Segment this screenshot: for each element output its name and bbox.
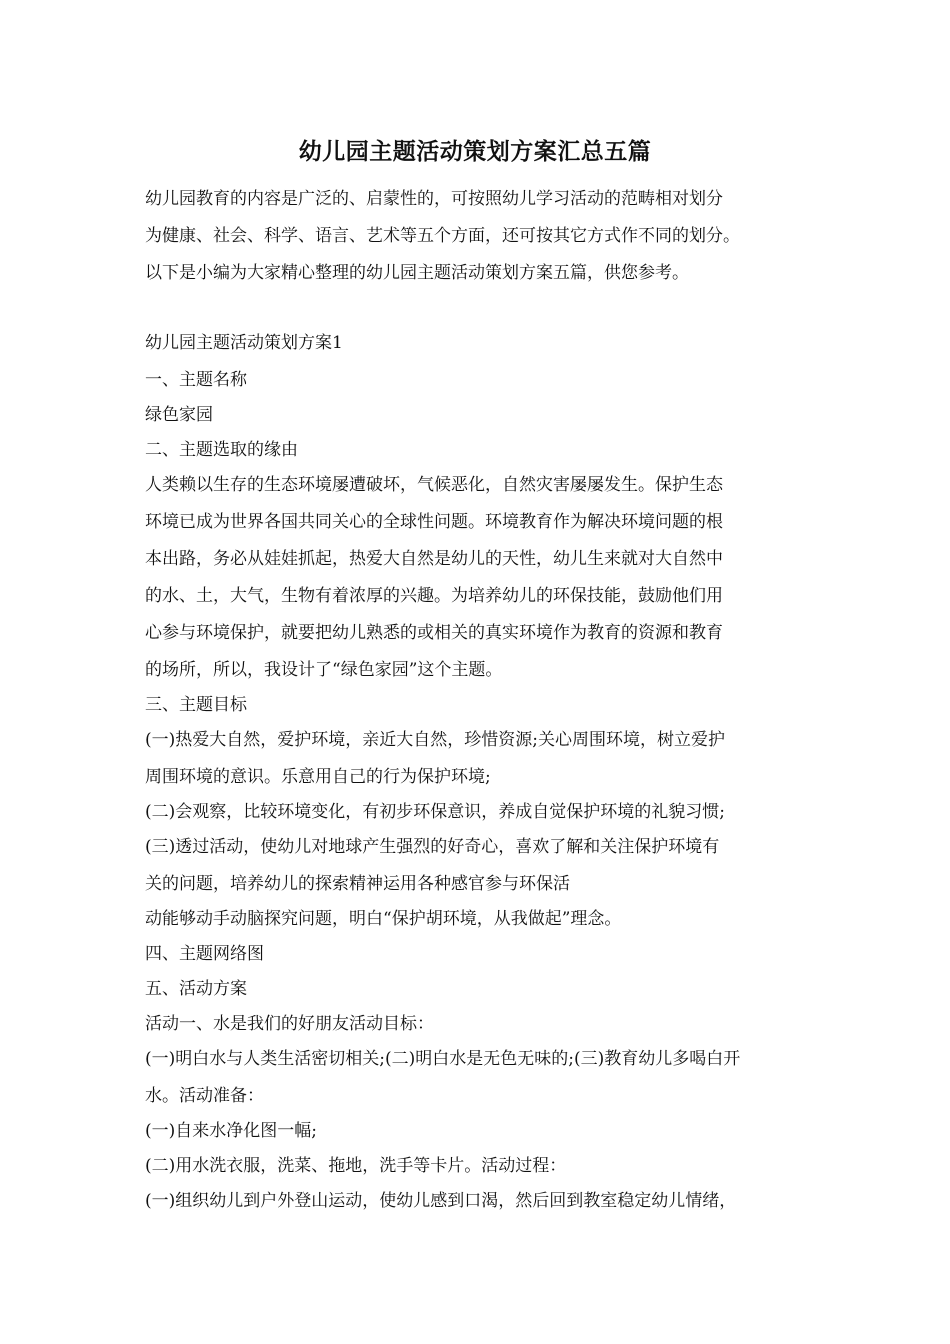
subheading: 四、主题网络图	[145, 944, 264, 964]
body-line: 关的问题，培养幼儿的探索精神运用各种感官参与环保活	[145, 874, 570, 894]
intro-line-3: 以下是小编为大家精心整理的幼儿园主题活动策划方案五篇，供您参考。	[145, 263, 689, 283]
body-line: 的场所，所以，我设计了“绿色家园”这个主题。	[145, 660, 503, 680]
body-line: (一)热爱大自然，爱护环境，亲近大自然，珍惜资源;关心周围环境，树立爱护	[145, 730, 725, 750]
intro-line-2: 为健康、社会、科学、语言、艺术等五个方面，还可按其它方式作不同的划分。	[145, 226, 740, 246]
body-line: 本出路，务必从娃娃抓起，热爱大自然是幼儿的天性，幼儿生来就对大自然中	[145, 549, 723, 569]
body-line: 绿色家园	[145, 405, 213, 425]
body-line: (一)自来水净化图一幅;	[145, 1121, 317, 1141]
body-line: 活动一、水是我们的好朋友活动目标：	[145, 1014, 434, 1034]
body-line: 水。活动准备：	[145, 1086, 264, 1106]
body-line: 人类赖以生存的生态环境屡遭破坏，气候恶化，自然灾害屡屡发生。保护生态	[145, 475, 723, 495]
body-line: (二)用水洗衣服，洗菜、拖地，洗手等卡片。活动过程：	[145, 1156, 567, 1176]
body-line: 环境已成为世界各国共同关心的全球性问题。环境教育作为解决环境问题的根	[145, 512, 723, 532]
subheading: 一、主题名称	[145, 370, 247, 390]
body-line: (三)透过活动，使幼儿对地球产生强烈的好奇心，喜欢了解和关注保护环境有	[145, 837, 720, 857]
body-line: (一)组织幼儿到户外登山运动，使幼儿感到口渴，然后回到教室稳定幼儿情绪，	[145, 1191, 737, 1211]
body-line: 周围环境的意识。乐意用自己的行为保护环境;	[145, 767, 491, 787]
document-title: 幼儿园主题活动策划方案汇总五篇	[298, 138, 652, 165]
body-line: (二)会观察，比较环境变化，有初步环保意识，养成自觉保护环境的礼貌习惯;	[145, 802, 725, 822]
intro-line-1: 幼儿园教育的内容是广泛的、启蒙性的，可按照幼儿学习活动的范畴相对划分	[145, 189, 723, 209]
body-line: 动能够动手动脑探究问题，明白“保护胡环境，从我做起”理念。	[145, 909, 622, 929]
body-line: 心参与环境保护，就要把幼儿熟悉的或相关的真实环境作为教育的资源和教育	[145, 623, 723, 643]
subheading: 二、主题选取的缘由	[145, 440, 298, 460]
section-heading: 幼儿园主题活动策划方案1	[145, 333, 343, 353]
subheading: 五、活动方案	[145, 979, 247, 999]
body-line: 的水、土，大气，生物有着浓厚的兴趣。为培养幼儿的环保技能，鼓励他们用	[145, 586, 723, 606]
subheading: 三、主题目标	[145, 695, 247, 715]
body-line: (一)明白水与人类生活密切相关;(二)明白水是无色无味的;(三)教育幼儿多喝白开	[145, 1049, 741, 1069]
